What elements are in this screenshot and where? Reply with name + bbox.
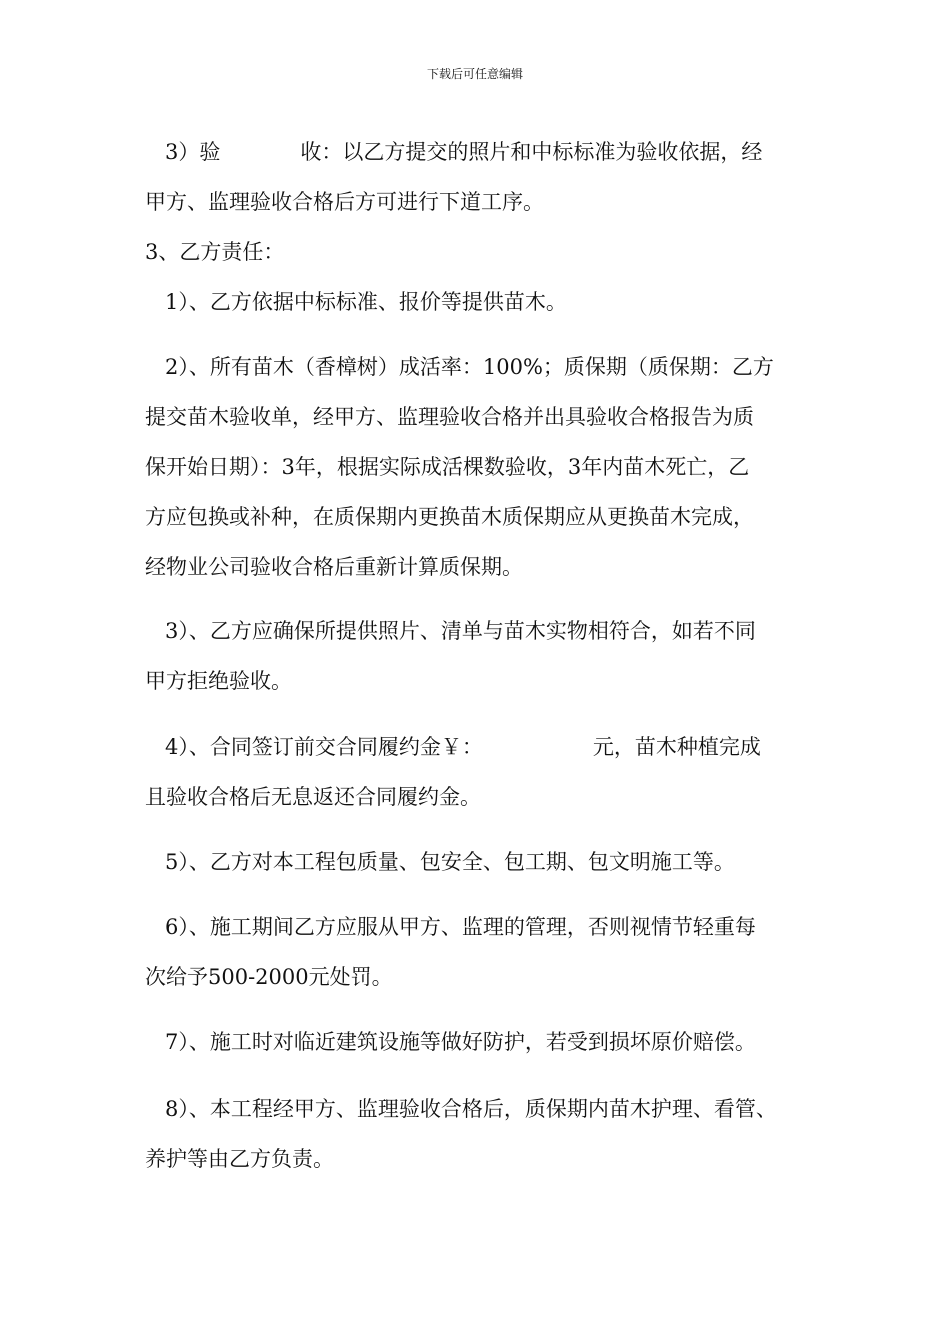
clause-item-3-line-2: 甲方拒绝验收。 — [145, 669, 292, 693]
acceptance-clause-suffix: 收：以乙方提交的照片和中标标准为验收依据，经 — [300, 140, 763, 164]
clause-item-2-line-2: 提交苗木验收单，经甲方、监理验收合格并出具验收合格报告为质 — [145, 405, 754, 429]
acceptance-clause-line-2: 甲方、监理验收合格后方可进行下道工序。 — [145, 190, 544, 214]
acceptance-clause-prefix: 3）验 — [165, 140, 221, 164]
clause-item-8-line-1: 8）、本工程经甲方、监理验收合格后，质保期内苗木护理、看管、 — [165, 1097, 777, 1121]
clause-item-4-line-1 — [165, 733, 761, 761]
clause-item-5: 5）、乙方对本工程包质量、包安全、包工期、包文明施工等。 — [165, 850, 735, 874]
clause-item-6-line-1: 6）、施工期间乙方应服从甲方、监理的管理，否则视情节轻重每 — [165, 915, 756, 939]
clause-item-4-prefix: 4）、合同签订前交合同履约金￥： — [165, 735, 483, 759]
page-header: 下载后可任意编辑 — [426, 67, 523, 81]
clause-item-4-line-2: 且验收合格后无息返还合同履约金。 — [145, 785, 481, 809]
clause-item-7: 7）、施工时对临近建筑设施等做好防护，若受到损坏原价赔偿。 — [165, 1030, 756, 1054]
clause-item-8-line-2: 养护等由乙方负责。 — [145, 1147, 334, 1171]
clause-item-2-line-5: 经物业公司验收合格后重新计算质保期。 — [145, 555, 523, 579]
clause-item-2-line-4: 方应包换或补种，在质保期内更换苗木质保期应从更换苗木完成， — [145, 505, 754, 529]
clause-item-3-line-1: 3）、乙方应确保所提供照片、清单与苗木实物相符合，如若不同 — [165, 619, 756, 643]
clause-item-2-line-3: 保开始日期）：3年，根据实际成活棵数验收，3年内苗木死亡，乙 — [145, 455, 750, 479]
clause-item-6-line-2: 次给予500-2000元处罚。 — [145, 965, 393, 989]
section-title: 3、乙方责任： — [145, 240, 285, 264]
clause-item-4-suffix: 元，苗木种植完成 — [592, 735, 761, 759]
clause-item-1: 1）、乙方依据中标标准、报价等提供苗木。 — [165, 290, 567, 314]
clause-item-2-line-1: 2）、所有苗木（香樟树）成活率：100%；质保期（质保期：乙方 — [165, 355, 774, 379]
acceptance-clause-line-1 — [165, 138, 762, 166]
